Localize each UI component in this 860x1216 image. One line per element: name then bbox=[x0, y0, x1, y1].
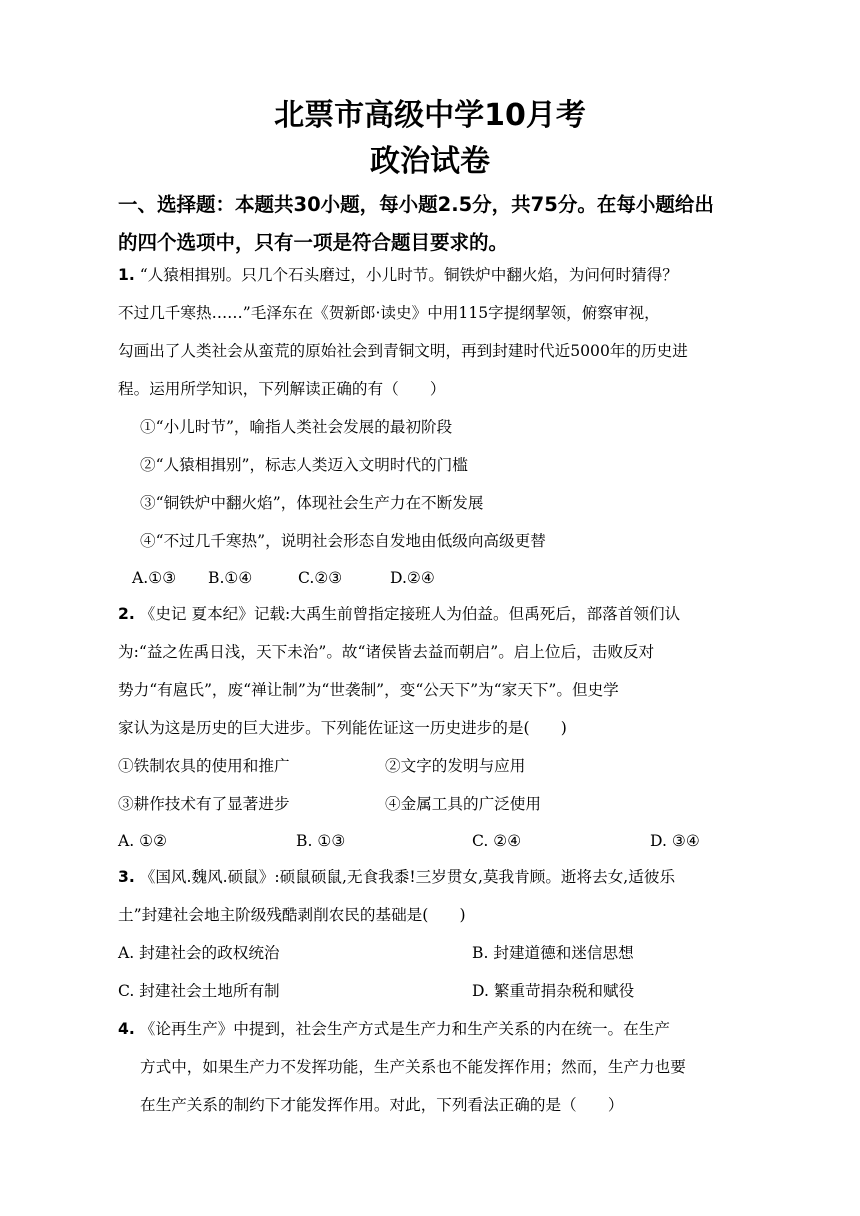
option-a: A. ①② bbox=[118, 832, 168, 850]
option-c: C.②③ bbox=[298, 569, 343, 587]
question-1-line2: 不过几千寒热……”毛泽东在《贺新郎·读史》中用115字提纲挈领，俯察审视， bbox=[118, 304, 660, 322]
question-2-line4: 家认为这是历史的巨大进步。下列能佐证这一历史进步的是( ) bbox=[118, 719, 567, 737]
option-c: C. 封建社会土地所有制 bbox=[118, 982, 280, 1000]
statement-1: ①铁制农具的使用和推广 bbox=[118, 757, 290, 775]
question-3-line2: 土”封建社会地主阶级残酷剥削农民的基础是( ) bbox=[118, 906, 466, 924]
question-2-line3: 势力“有扈氏”，废“禅让制”为“世袭制”，变“公天下”为“家天下”。但史学 bbox=[118, 681, 619, 699]
statement-2: ②“人猿相揖别”，标志人类迈入文明时代的门槛 bbox=[140, 456, 468, 474]
option-a: A.①③ bbox=[132, 569, 177, 587]
statement-3: ③“铜铁炉中翻火焰”，体现社会生产力在不断发展 bbox=[140, 494, 484, 512]
option-b: B. ①③ bbox=[296, 832, 346, 850]
question-2-line2: 为:“益之佐禹日浅，天下未治”。故“诸侯皆去益而朝启”。启上位后，击败反对 bbox=[118, 643, 655, 661]
option-d: D. 繁重苛捐杂税和赋役 bbox=[472, 982, 635, 1000]
question-text: “人猿相揖别。只几个石头磨过，小儿时节。铜铁炉中翻火焰，为问何时猜得？ bbox=[134, 266, 678, 284]
statement-1: ①“小儿时节”，喻指人类社会发展的最初阶段 bbox=[140, 418, 453, 436]
option-b: B.①④ bbox=[208, 569, 253, 587]
exam-subtitle: 政治试卷 bbox=[370, 144, 490, 179]
statement-4: ④“不过几千寒热”，说明社会形态自发地由低级向高级更替 bbox=[140, 532, 546, 550]
option-c: C. ②④ bbox=[472, 832, 522, 850]
section-heading-line1: 一、选择题：本题共30小题，每小题2.5分，共75分。在每小题给出 bbox=[118, 193, 714, 216]
question-number: 3. bbox=[118, 868, 135, 886]
question-1-line3: 勾画出了人类社会从蛮荒的原始社会到青铜文明，再到封建时代近5000年的历史进 bbox=[118, 342, 688, 360]
question-1-line1 bbox=[118, 264, 678, 286]
option-d: D.②④ bbox=[390, 569, 435, 587]
question-4-line3: 在生产关系的制约下才能发挥作用。对此，下列看法正确的是（ ） bbox=[140, 1096, 624, 1114]
question-1-line4: 程。运用所学知识，下列解读正确的有（ ） bbox=[118, 380, 446, 398]
question-2-line1 bbox=[118, 603, 680, 625]
question-text: 《史记 夏本纪》记载:大禹生前曾指定接班人为伯益。但禹死后，部落首领们认 bbox=[134, 605, 681, 623]
question-text: 《论再生产》中提到，社会生产方式是生产力和生产关系的内在统一。在生产 bbox=[134, 1020, 670, 1038]
question-number: 4. bbox=[118, 1020, 135, 1038]
question-number: 1. bbox=[118, 266, 135, 284]
statement-4: ④金属工具的广泛使用 bbox=[385, 795, 541, 813]
question-text: 《国风.魏风.硕鼠》:硕鼠硕鼠,无食我黍!三岁贯女,莫我肯顾。逝将去女,适彼乐 bbox=[134, 868, 676, 886]
option-b: B. 封建道德和迷信思想 bbox=[472, 944, 634, 962]
question-4-line1 bbox=[118, 1018, 670, 1040]
statement-2: ②文字的发明与应用 bbox=[385, 757, 526, 775]
question-number: 2. bbox=[118, 605, 135, 623]
section-heading-line2: 的四个选项中，只有一项是符合题目要求的。 bbox=[118, 231, 509, 254]
question-3-line1 bbox=[118, 866, 675, 888]
exam-title: 北票市高级中学10月考 bbox=[274, 98, 586, 133]
statement-3: ③耕作技术有了显著进步 bbox=[118, 795, 290, 813]
option-a: A. 封建社会的政权统治 bbox=[118, 944, 280, 962]
question-4-line2: 方式中，如果生产力不发挥功能，生产关系也不能发挥作用；然而，生产力也要 bbox=[140, 1058, 686, 1076]
option-d: D. ③④ bbox=[650, 832, 700, 850]
